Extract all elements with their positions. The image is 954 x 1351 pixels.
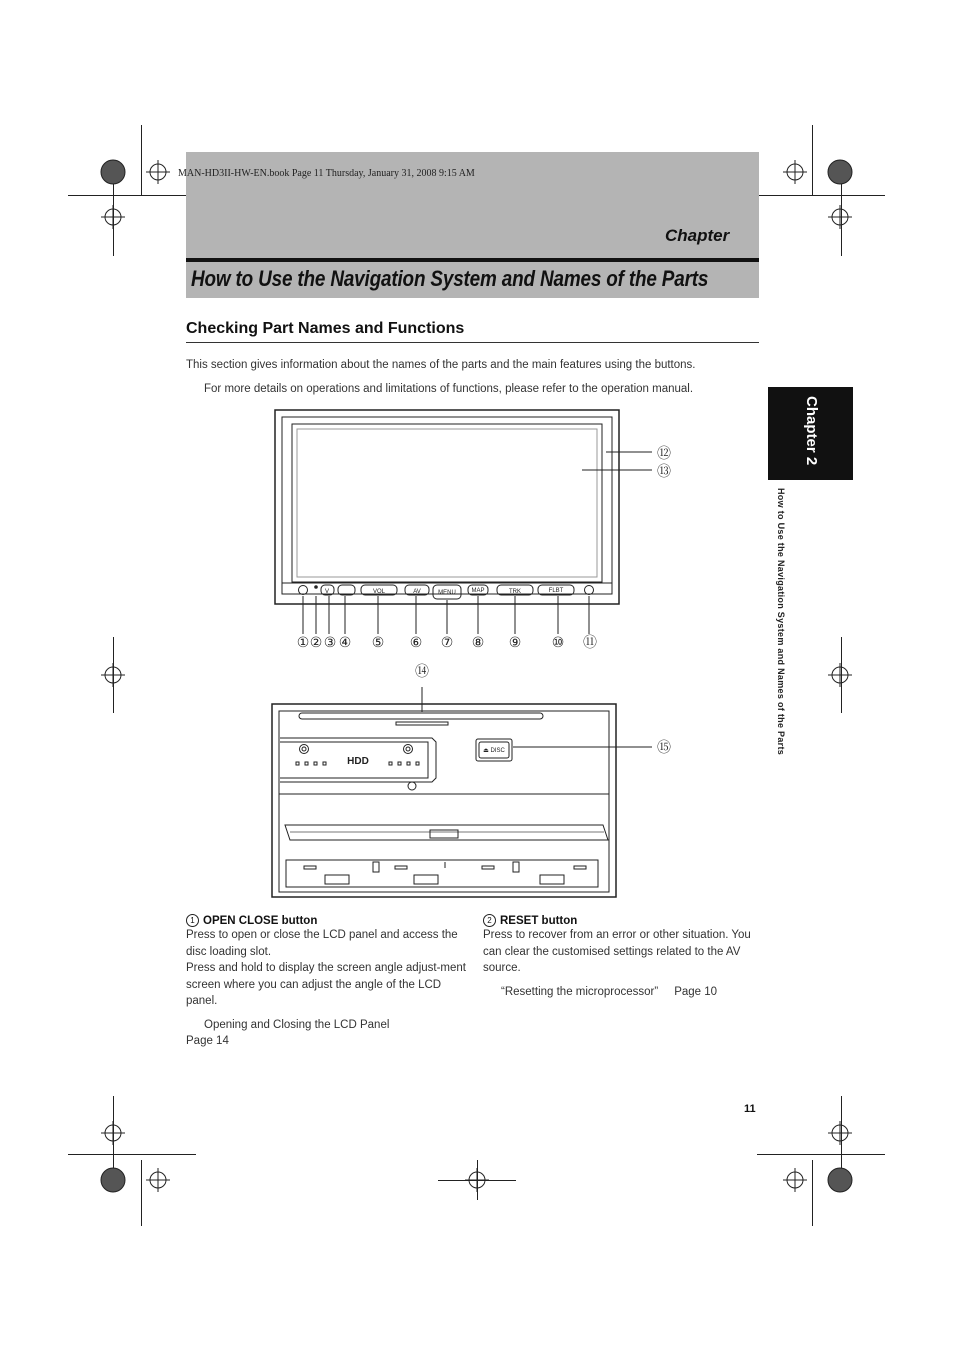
callout-5: ⑤ bbox=[371, 635, 385, 651]
item-1-reference: Opening and Closing the LCD Panel bbox=[204, 1018, 390, 1031]
lcd-panel-frame bbox=[275, 410, 619, 604]
callout-10: ⑩ bbox=[551, 635, 565, 651]
callout-2: ② bbox=[309, 635, 323, 651]
intro-paragraph: This section gives information about the names of the parts and the main features using the buttons. bbox=[186, 359, 696, 371]
menu-label: MENU bbox=[438, 590, 456, 596]
callout-4: ④ bbox=[338, 635, 352, 651]
callout-14: ⑭ bbox=[415, 664, 429, 680]
open-close-button bbox=[299, 586, 308, 595]
item-1-desc-2: Press and hold to display the screen angle adjust-ment screen where you can adjust the angle of the LCD panel. bbox=[186, 962, 466, 1007]
side-running-title: How to Use the Navigation System and Names of the Parts bbox=[776, 488, 786, 756]
item-2-desc: Press to recover from an error or other situation. You can clear the customised settings related to the AV source. bbox=[483, 929, 751, 974]
page-number: 11 bbox=[744, 1103, 756, 1115]
section-heading: Checking Part Names and Functions bbox=[186, 320, 465, 337]
unit-base bbox=[286, 860, 598, 887]
item-2-heading: 2 RESET button bbox=[483, 914, 759, 927]
item-2-number: 2 bbox=[483, 914, 496, 927]
callout-13: ⑬ bbox=[657, 464, 671, 480]
side-tab-chapter: Chapter 2 bbox=[803, 396, 820, 466]
disc-slot bbox=[299, 713, 543, 719]
vol-label: VOL bbox=[372, 589, 386, 595]
callout-9: ⑨ bbox=[508, 635, 522, 651]
callout-12: ⑫ bbox=[657, 446, 671, 462]
trk-label: TRK bbox=[509, 589, 521, 595]
book-info: MAN-HD3II-HW-EN.book Page 11 Thursday, January 31, 2008 9:15 AM bbox=[178, 168, 475, 179]
callout-3: ③ bbox=[323, 635, 337, 651]
hdd-label: HDD bbox=[347, 756, 369, 767]
callout-6: ⑥ bbox=[409, 635, 423, 651]
item-1-desc: Press to open or close the LCD panel and access the disc loading slot. bbox=[186, 929, 458, 958]
callout-7: ⑦ bbox=[440, 635, 454, 651]
callout-1: ① bbox=[296, 635, 310, 651]
item-2-reference: “Resetting the microprocessor” Page 10 bbox=[501, 985, 718, 998]
page-title: How to Use the Navigation System and Names of the Parts bbox=[191, 266, 709, 291]
chapter-label: Chapter bbox=[665, 226, 730, 245]
item-1-number: 1 bbox=[186, 914, 199, 927]
av-label: AV bbox=[413, 589, 421, 595]
v-button-label: V bbox=[324, 589, 330, 595]
item-2 bbox=[483, 914, 759, 1000]
flbt-label: FLBT bbox=[548, 588, 564, 594]
lcd-screen bbox=[292, 424, 602, 582]
map-label: MAP bbox=[471, 588, 485, 594]
main-unit-frame bbox=[272, 704, 616, 897]
disc-label: ⏏ DISC bbox=[483, 748, 505, 754]
item-1-reference-page: Page 14 bbox=[186, 1035, 229, 1047]
intro-note: For more details on operations and limitations of functions, please refer to the operation manual. bbox=[204, 383, 694, 395]
item-1 bbox=[186, 914, 466, 1050]
callout-8: ⑧ bbox=[471, 635, 485, 651]
callout-15: ⑮ bbox=[657, 740, 671, 756]
item-1-heading: 1 OPEN CLOSE button bbox=[186, 914, 466, 927]
callout-11: ⑪ bbox=[583, 635, 597, 651]
